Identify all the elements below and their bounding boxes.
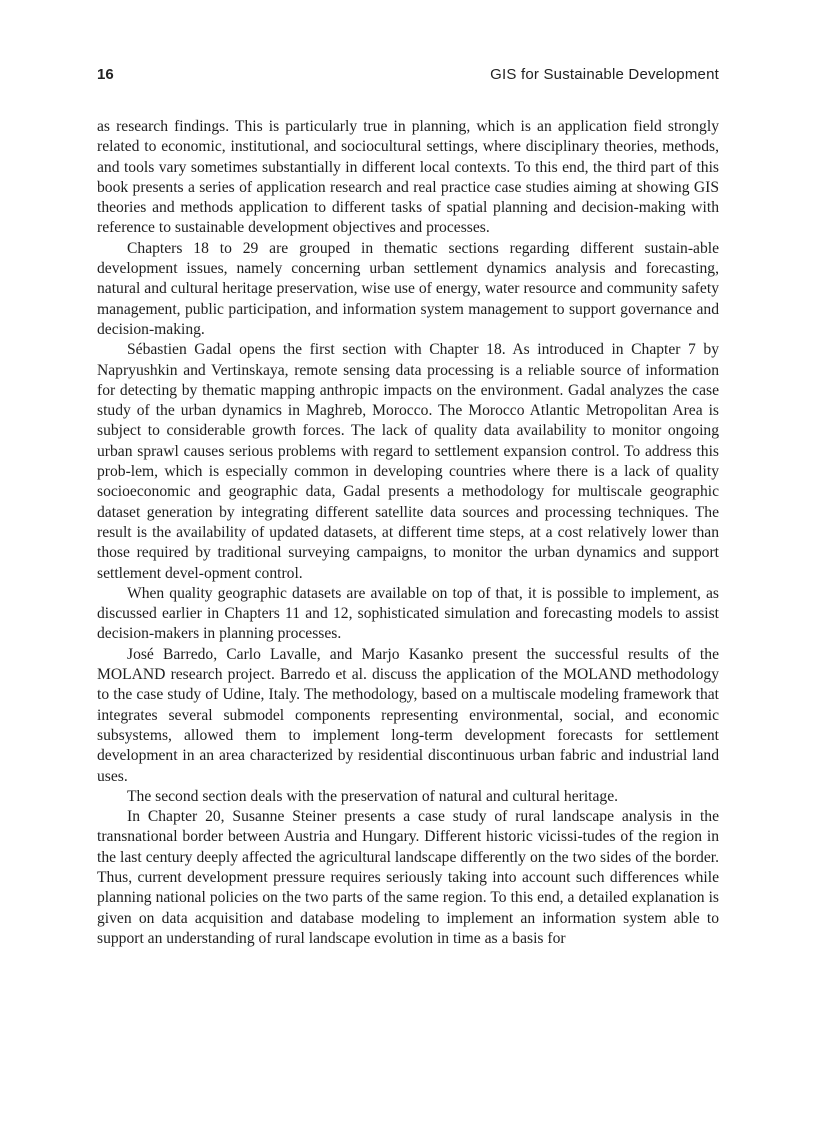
paragraph-simulation-models: When quality geographic datasets are available on top of that, it is possible to implement, as discussed earlier in Chapters 11 and 12, sophisticated simulation and forecasting models to assist decision-makers in planning processes. [97, 584, 719, 643]
paragraph-continuation: as research findings. This is particularly true in planning, which is an application field strongly related to economic, institutional, and sociocultural settings, where disciplinary theories, methods, and tools vary sometimes substantially in different local contexts. To this end, the third part of this book presents a series of application research and real practice case studies aiming at showing GIS theories and methods application to different tasks of spatial planning and decision-making with reference to sustainable development objectives and processes. [97, 118, 719, 237]
paragraph-steiner: In Chapter 20, Susanne Steiner presents a case study of rural landscape analysis in the transnational border between Austria and Hungary. Different historic vicissi-tudes of the region in the last century deeply affected the agricultural landscape differently on the two sides of the border. Thus, current development pressure requires seriously taking into account such differences while planning national policies on the two parts of the same region. To this end, a detailed explanation is given on data acquisition and database modeling to implement an information system able to support an understanding of rural landscape evolution in time as a basis for [97, 808, 719, 947]
paragraph-gadal: Sébastien Gadal opens the first section with Chapter 18. As introduced in Chapter 7 by Napryushkin and Vertinskaya, remote sensing data processing is a reliable source of information for detecting by thematic mapping anthropic impacts on the environment. Gadal analyzes the case study of the urban dynamics in Maghreb, Morocco. The Morocco Atlantic Metropolitan Area is subject to considerable growth forces. The lack of quality data availability to monitor ongoing urban sprawl causes serious problems with regard to settlement expansion control. To address this prob-lem, which is especially common in developing countries where there is a lack of quality socioeconomic and geographic data, Gadal presents a methodology for multiscale geographic dataset generation by integrating different satellite data sources and processing techniques. The result is the availability of updated datasets, at different time steps, at a cost relatively lower than those required by traditional surveying campaigns, to monitor the urban dynamics and support settlement devel-opment control. [97, 341, 719, 582]
page-number: 16 [97, 66, 114, 83]
page-header [97, 64, 719, 88]
running-title: GIS for Sustainable Development [490, 66, 719, 83]
paragraph-moland: José Barredo, Carlo Lavalle, and Marjo Kasanko present the successful results of the MOLAND research project. Barredo et al. discuss the application of the MOLAND methodology to the case study of Udine, Italy. The methodology, based on a multiscale modeling framework that integrates several submodel components representing environmental, social, and economic subsystems, allowed them to implement long-term development forecasts for settlement development in an area characterized by residential discontinuous urban fabric and industrial land uses. [97, 645, 719, 785]
paragraph-second-section: The second section deals with the preservation of natural and cultural heritage. [127, 787, 619, 805]
paragraph-thematic-sections: Chapters 18 to 29 are grouped in thematic sections regarding different sustain-able development issues, namely concerning urban settlement dynamics analysis and forecasting, natural and cultural heritage preservation, wise use of energy, water resource and community safety management, public participation, and information system management to support governance and decision-making. [97, 239, 719, 338]
body-text [97, 117, 719, 949]
